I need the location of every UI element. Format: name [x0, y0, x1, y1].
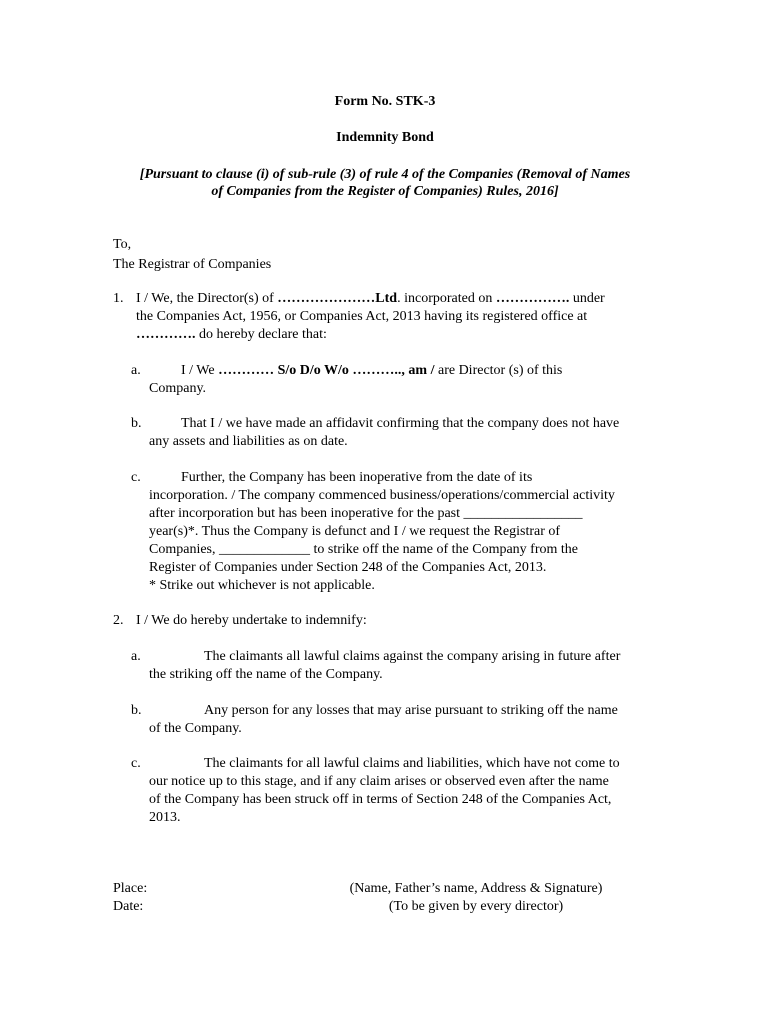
- company-name-blank: …………………Ltd: [277, 291, 398, 306]
- address-registrar: The Registrar of Companies: [113, 257, 272, 272]
- item-2a-line-2: the striking off the name of the Company.: [149, 667, 383, 682]
- item-1c-line-3: after incorporation but has been inoperative for the past _________________: [149, 506, 583, 521]
- item-1c-label: c.: [131, 470, 141, 485]
- item-1a-line-2: Company.: [149, 381, 207, 396]
- item-2c-line-4: 2013.: [149, 810, 181, 825]
- item-1c-line-5: Companies, _____________ to strike off the name of the Company from the: [149, 542, 579, 557]
- item-1-line-2: the Companies Act, 1956, or Companies Act, 2013 having its registered office at: [136, 309, 588, 324]
- date-label: Date:: [113, 899, 144, 914]
- office-address-blank: ………….: [136, 327, 196, 342]
- item-2c-line-3: of the Company has been struck off in terms of Section 248 of the Companies Act,: [149, 792, 612, 807]
- item-1a-label: a.: [131, 363, 141, 378]
- item-1b-line-2: any assets and liabilities as on date.: [149, 434, 348, 449]
- item-2a-line-1: The claimants all lawful claims against the company arising in future after: [204, 649, 621, 664]
- item-1c-line-1: Further, the Company has been inoperative from the date of its: [181, 470, 533, 485]
- incorporation-date-blank: …………….: [495, 291, 570, 306]
- document-title: Indemnity Bond: [336, 130, 434, 145]
- item-1c-line-2: incorporation. / The company commenced business/operations/commercial activity: [149, 488, 615, 503]
- place-label: Place:: [113, 881, 148, 896]
- item-1-line-3: …………. do hereby declare that:: [136, 327, 327, 342]
- item-1-line-1: I / We, the Director(s) of …………………Ltd. incorporated on ……………. under: [136, 291, 605, 306]
- item-2c-line-2: our notice up to this stage, and if any claim arises or observed even after the name: [149, 774, 609, 789]
- item-1c-line-6: Register of Companies under Section 248 of the Companies Act, 2013.: [149, 560, 547, 575]
- item-2b-line-2: of the Company.: [149, 721, 242, 736]
- item-2b-label: b.: [131, 703, 142, 718]
- pursuant-line-1: [Pursuant to clause (i) of sub-rule (3) of rule 4 of the Companies (Removal of Names: [139, 167, 631, 182]
- item-1b-label: b.: [131, 416, 142, 431]
- item-2b-line-1: Any person for any losses that may arise pursuant to striking off the name: [204, 703, 618, 718]
- item-1b-line-1: That I / we have made an affidavit confirming that the company does not have: [181, 416, 620, 431]
- pursuant-line-2: of Companies from the Register of Companies) Rules, 2016]: [211, 184, 559, 199]
- item-2a-label: a.: [131, 649, 141, 664]
- director-details-blank: ………… S/o D/o W/o ……….., am /: [218, 363, 435, 378]
- item-1c-line-4: year(s)*. Thus the Company is defunct and I / we request the Registrar of: [149, 524, 561, 539]
- address-to: To,: [113, 237, 132, 252]
- item-2c-line-1: The claimants for all lawful claims and liabilities, which have not come to: [204, 756, 620, 771]
- signature-line-2: (To be given by every director): [388, 899, 564, 914]
- strike-out-note: * Strike out whichever is not applicable.: [149, 578, 375, 593]
- item-2-line-1: I / We do hereby undertake to indemnify:: [136, 613, 367, 628]
- item-2-number: 2.: [113, 613, 124, 628]
- item-1-number: 1.: [113, 291, 124, 306]
- form-number: Form No. STK-3: [334, 94, 436, 109]
- signature-line-1: (Name, Father’s name, Address & Signature): [349, 881, 603, 896]
- item-2c-label: c.: [131, 756, 141, 771]
- item-1a-line-1: I / We ………… S/o D/o W/o ……….., am / are Director (s) of this: [181, 363, 563, 378]
